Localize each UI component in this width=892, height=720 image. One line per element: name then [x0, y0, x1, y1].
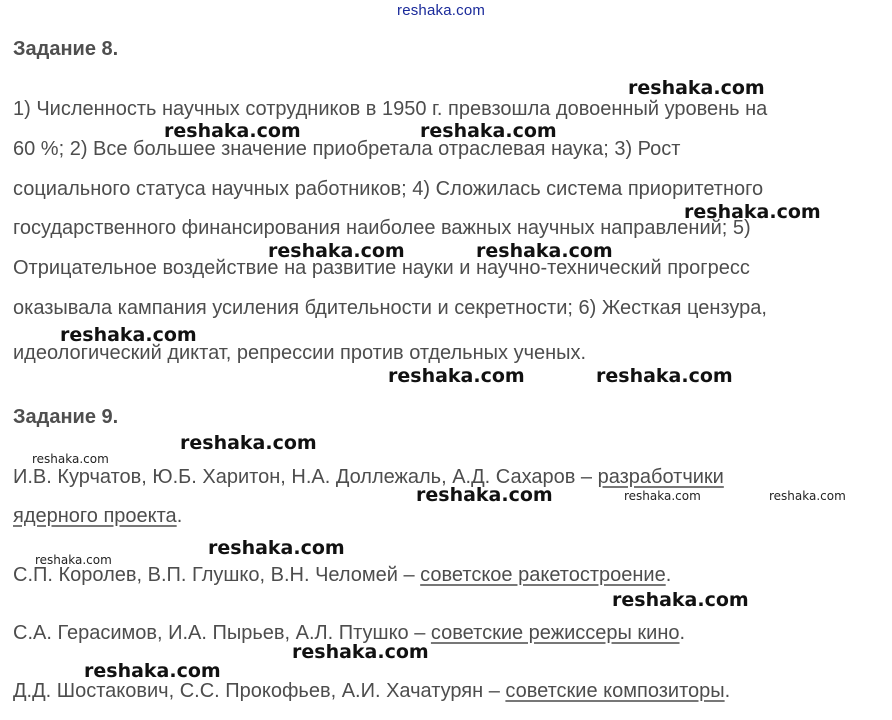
watermark: reshaka.com — [769, 489, 846, 503]
site-header: reshaka.com — [397, 2, 486, 19]
task9-item-2-answer: советское ракетостроение — [420, 564, 666, 586]
task9-item-1-answer-a: разработчики — [597, 466, 724, 488]
watermark: reshaka.com — [596, 365, 733, 387]
task9-item-3-end: . — [679, 622, 686, 644]
watermark: reshaka.com — [32, 452, 109, 466]
watermark: reshaka.com — [612, 589, 749, 611]
task8-line-2: 60 %; 2) Все большее значение приобретала отраслевая наука; 3) Рост — [13, 138, 681, 160]
watermark: reshaka.com — [628, 77, 765, 99]
watermark: reshaka.com — [292, 641, 429, 663]
task8-line-1: 1) Численность научных сотрудников в 1950 г. превзошла довоенный уровень на — [13, 98, 768, 120]
task8-line-6: оказывала кампания усиления бдительности и секретности; 6) Жесткая цензура, — [13, 297, 767, 319]
watermark: reshaka.com — [684, 201, 821, 223]
watermark: reshaka.com — [388, 365, 525, 387]
task9-item-2-names: С.П. Королев, В.П. Глушко, В.Н. Челомей – — [13, 564, 421, 586]
task9-item-3-answer: советские режиссеры кино — [430, 622, 680, 644]
watermark: reshaka.com — [268, 240, 405, 262]
task9-item-3-names: С.А. Герасимов, И.А. Пырьев, А.Л. Птушко – — [13, 622, 431, 644]
task8-line-4: государственного финансирования наиболее важных научных направлений; 5) — [13, 217, 751, 239]
task8-line-3: социального статуса научных работников; 4) Сложилась система приоритетного — [13, 178, 764, 200]
task9-item-4 — [13, 680, 730, 703]
watermark: reshaka.com — [208, 537, 345, 559]
task8-line-7: идеологический диктат, репрессии против отдельных ученых. — [13, 342, 587, 364]
watermark: reshaka.com — [416, 484, 553, 506]
task9-item-1 — [13, 466, 724, 489]
watermark: reshaka.com — [180, 432, 317, 454]
watermark: reshaka.com — [476, 240, 613, 262]
task9-item-1-cont — [13, 505, 182, 528]
task9-item-4-end: . — [724, 680, 731, 702]
task9-item-2-end: . — [665, 564, 672, 586]
watermark: reshaka.com — [624, 489, 701, 503]
watermark: reshaka.com — [420, 120, 557, 142]
task9-item-1-names: И.В. Курчатов, Ю.Б. Харитон, Н.А. Доллежаль, А.Д. Сахаров – — [13, 466, 598, 488]
task9-item-1-end: . — [176, 505, 183, 527]
task8-line-5: Отрицательное воздействие на развитие науки и научно-технический прогресс — [13, 257, 750, 279]
task9-heading: Задание 9. — [13, 406, 119, 428]
watermark: reshaka.com — [164, 120, 301, 142]
watermark: reshaka.com — [35, 553, 112, 567]
task9-item-2 — [13, 564, 671, 587]
watermark: reshaka.com — [60, 324, 197, 346]
task9-item-4-names: Д.Д. Шостакович, С.С. Прокофьев, А.И. Хачатурян – — [13, 680, 506, 702]
watermark: reshaka.com — [84, 660, 221, 682]
task9-item-4-answer: советские композиторы — [505, 680, 725, 702]
task9-item-1-answer-b: ядерного проекта — [13, 505, 177, 527]
task8-heading: Задание 8. — [13, 38, 119, 60]
